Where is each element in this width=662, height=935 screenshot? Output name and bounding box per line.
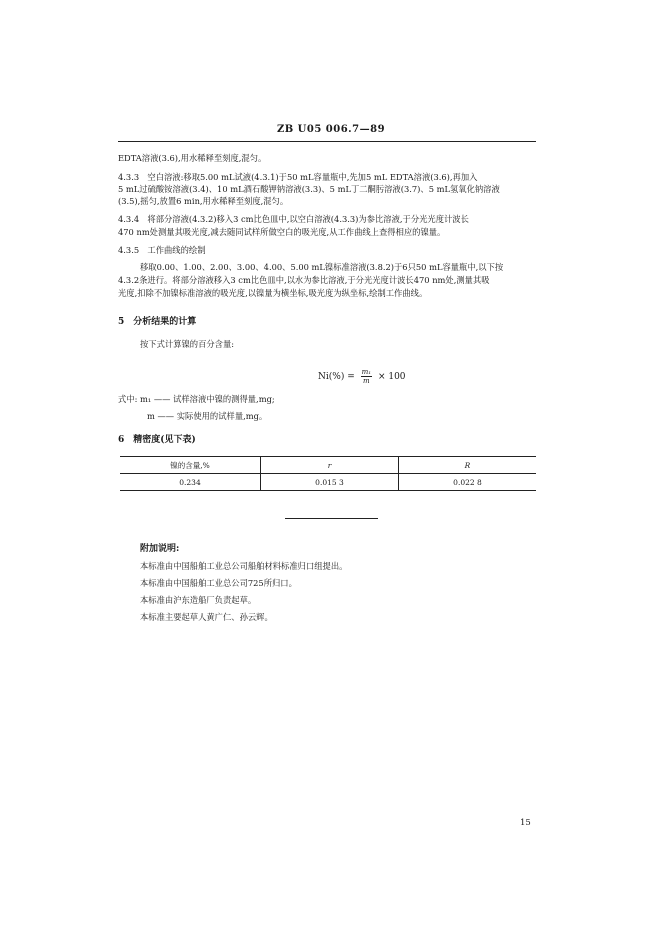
formula-denominator: m — [363, 377, 370, 385]
table-header-row — [120, 457, 536, 474]
formula-fraction — [361, 368, 372, 385]
legend-m: m —— 实际使用的试样量,mg。 — [147, 411, 268, 421]
header-rule — [118, 141, 536, 142]
formula-numerator: m₁ — [361, 368, 372, 376]
body-line: 移取0.00、1.00、2.00、3.00、4.00、5.00 mL镍标准溶液(3.8.2)于6只50 mL容量瓶中,以下按 — [140, 262, 504, 272]
formula-rhs: × 100 — [377, 372, 406, 382]
formula-lhs: Ni(%) = — [318, 372, 355, 382]
section-5-heading: 5 分析结果的计算 — [118, 317, 197, 327]
legend-m1: 式中: m₁ —— 试样溶液中镍的测得量,mg; — [118, 394, 275, 404]
clause-4-3-3-line: 4.3.3 空白溶液:移取5.00 mL试液(4.3.1)于50 mL容量瓶中,先加5 mL EDTA溶液(3.6),再加入 — [118, 172, 478, 182]
notes-item: 本标准由中国船舶工业总公司船舶材料标准归口组提出。 — [140, 561, 348, 571]
header-nickel-content: 镍的含量,% — [170, 460, 210, 470]
notes-title: 附加说明: — [140, 544, 180, 554]
body-line: (3.5),摇匀,放置6 min,用水稀释至刻度,混匀。 — [118, 196, 289, 206]
page-number: 15 — [520, 818, 531, 828]
notes-item: 本标准由沪东造船厂负责起草。 — [140, 595, 257, 605]
header-r: r — [261, 457, 399, 474]
end-rule — [285, 518, 378, 519]
nickel-formula — [318, 368, 406, 385]
header-R: R — [399, 457, 537, 474]
body-line: 4.3.2条进行。将部分溶液移入3 cm比色皿中,以水为参比溶液,于分光光度计波长470 nm处,测量其吸 — [118, 275, 490, 285]
notes-item: 本标准由中国船舶工业总公司725所归口。 — [140, 578, 297, 588]
cell-R: 0.022 8 — [399, 474, 537, 491]
body-line: EDTA溶液(3.6),用水稀释至刻度,混匀。 — [118, 153, 267, 163]
cell-r: 0.015 3 — [261, 474, 399, 491]
body-line: 光度,扣除不加镍标准溶液的吸光度,以镍量为横坐标,吸光度为纵坐标,绘制工作曲线。 — [118, 288, 428, 298]
body-line: 5 mL过硫酸铵溶液(3.4)、10 mL酒石酸钾钠溶液(3.3)、5 mL丁二酮肟溶液(3.7)、5 mL氢氧化钠溶液 — [118, 184, 500, 194]
cell-nickel-content: 0.234 — [179, 477, 201, 487]
standard-number-header: ZB U05 006.7—89 — [276, 124, 386, 135]
notes-item: 本标准主要起草人黄广仁、孙云辉。 — [140, 612, 273, 622]
body-line: 470 nm处测量其吸光度,减去随同试样所做空白的吸光度,从工作曲线上查得相应的镍量。 — [118, 227, 446, 237]
clause-4-3-5-heading: 4.3.5 工作曲线的绘制 — [118, 245, 206, 255]
table-row — [120, 474, 536, 491]
precision-table — [120, 456, 536, 491]
clause-4-3-4-line: 4.3.4 将部分溶液(4.3.2)移入3 cm比色皿中,以空白溶液(4.3.3)为参比溶液,于分光光度计波长 — [118, 214, 469, 224]
section-6-heading: 6 精密度(见下表) — [118, 435, 196, 445]
section-5-intro: 按下式计算镍的百分含量: — [140, 339, 235, 349]
